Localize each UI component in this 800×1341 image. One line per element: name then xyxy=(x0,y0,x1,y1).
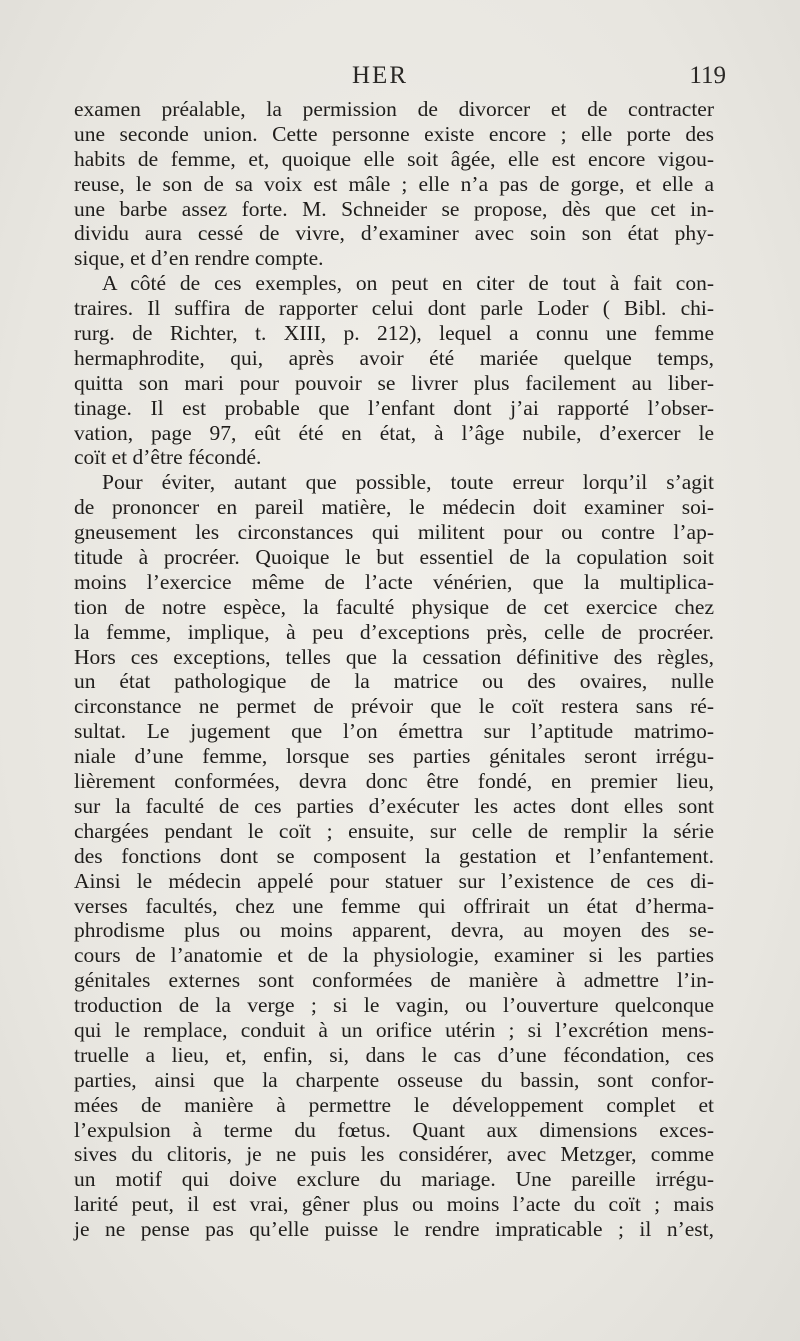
text-line: traires. Il suffira de rapporter celui dont parle Loder ( Bibl. chi- xyxy=(74,296,714,321)
text-line: une seconde union. Cette personne existe encore ; elle porte des xyxy=(74,121,714,146)
text-line: Pour éviter, autant que possible, toute erreur lorqu’il s’agit xyxy=(102,470,714,495)
text-line: sultat. Le jugement que l’on émettra sur l’aptitude matrimo- xyxy=(74,719,714,744)
text-line: quitta son mari pour pouvoir se livrer plus facilement au liber- xyxy=(74,370,714,395)
text-line: de prononcer en pareil matière, le médecin doit examiner soi- xyxy=(74,495,714,520)
text-line: qui le remplace, conduit à un orifice utérin ; si l’excrétion mens- xyxy=(74,1017,714,1042)
text-line: troduction de la verge ; si le vagin, ou l’ouverture quelconque xyxy=(74,993,714,1018)
text-line: phrodisme plus ou moins apparent, devra, au moyen des se- xyxy=(74,918,714,943)
text-line: tion de notre espèce, la faculté physique de cet exercice chez xyxy=(74,594,714,619)
text-line: un état pathologique de la matrice ou des ovaires, nulle xyxy=(74,669,714,694)
running-head xyxy=(0,62,800,98)
text-line: gneusement les circonstances qui militent pour ou contre l’ap- xyxy=(74,520,714,545)
text-line: sique, et d’en rendre compte. xyxy=(74,246,324,271)
text-line: sives du clitoris, je ne puis les considérer, avec Metzger, comme xyxy=(74,1142,714,1167)
text-line: l’expulsion à terme du fœtus. Quant aux dimensions exces- xyxy=(74,1117,714,1142)
text-line: lièrement conformées, devra donc être fondé, en premier lieu, xyxy=(74,769,714,794)
text-line: examen préalable, la permission de divorcer et de contracter xyxy=(74,97,714,121)
body-text xyxy=(74,97,714,1242)
text-line: verses facultés, chez une femme qui offrirait un état d’herma- xyxy=(74,893,714,918)
text-line: une barbe assez forte. M. Schneider se propose, dès que cet in- xyxy=(74,196,714,221)
text-line: un motif qui doive exclure du mariage. Une pareille irrégu- xyxy=(74,1167,714,1192)
text-line: parties, ainsi que la charpente osseuse du bassin, sont confor- xyxy=(74,1067,714,1092)
text-line: tinage. Il est probable que l’enfant dont j’ai rapporté l’obser- xyxy=(74,395,714,420)
text-line: A côté de ces exemples, on peut en citer de tout à fait con- xyxy=(102,271,714,296)
text-line: moins l’exercice même de l’acte vénérien, que la multiplica- xyxy=(74,569,714,594)
text-line: reuse, le son de sa voix est mâle ; elle n’a pas de gorge, et elle a xyxy=(74,171,714,196)
text-line: je ne pense pas qu’elle puisse le rendre impraticable ; il n’est, xyxy=(74,1217,714,1242)
text-line: truelle a lieu, et, enfin, si, dans le cas d’une fécondation, ces xyxy=(74,1042,714,1067)
text-line: hermaphrodite, qui, après avoir été mariée quelque temps, xyxy=(74,345,714,370)
text-line: Ainsi le médecin appelé pour statuer sur l’existence de ces di- xyxy=(74,868,714,893)
text-line: vation, page 97, eût été en état, à l’âge nubile, d’exercer le xyxy=(74,420,714,445)
text-line: habits de femme, et, quoique elle soit âgée, elle est encore vigou- xyxy=(74,146,714,171)
text-line: la femme, implique, à peu d’exceptions près, celle de procréer. xyxy=(74,619,714,644)
text-line: chargées pendant le coït ; ensuite, sur celle de remplir la série xyxy=(74,818,714,843)
text-line: sur la faculté de ces parties d’exécuter les actes dont elles sont xyxy=(74,793,714,818)
text-line: niale d’une femme, lorsque ses parties génitales seront irrégu- xyxy=(74,744,714,769)
text-line: rurg. de Richter, t. XIII, p. 212), lequel a connu une femme xyxy=(74,321,714,346)
running-head-title: HER xyxy=(352,62,408,89)
text-line: des fonctions dont se composent la gestation et l’enfantement. xyxy=(74,843,714,868)
text-line: circonstance ne permet de prévoir que le coït restera sans ré- xyxy=(74,694,714,719)
text-line: larité peut, il est vrai, gêner plus ou moins l’acte du coït ; mais xyxy=(74,1192,714,1217)
text-line: Hors ces exceptions, telles que la cessation définitive des règles, xyxy=(74,644,714,669)
text-line: dividu aura cessé de vivre, d’examiner avec soin son état phy- xyxy=(74,221,714,246)
text-line: coït et d’être fécondé. xyxy=(74,445,262,470)
page-number: 119 xyxy=(689,62,726,89)
text-line: titude à procréer. Quoique le but essentiel de la copulation soit xyxy=(74,545,714,570)
text-line: mées de manière à permettre le développement complet et xyxy=(74,1092,714,1117)
text-line: cours de l’anatomie et de la physiologie, examiner si les parties xyxy=(74,943,714,968)
text-line: génitales externes sont conformées de manière à admettre l’in- xyxy=(74,968,714,993)
